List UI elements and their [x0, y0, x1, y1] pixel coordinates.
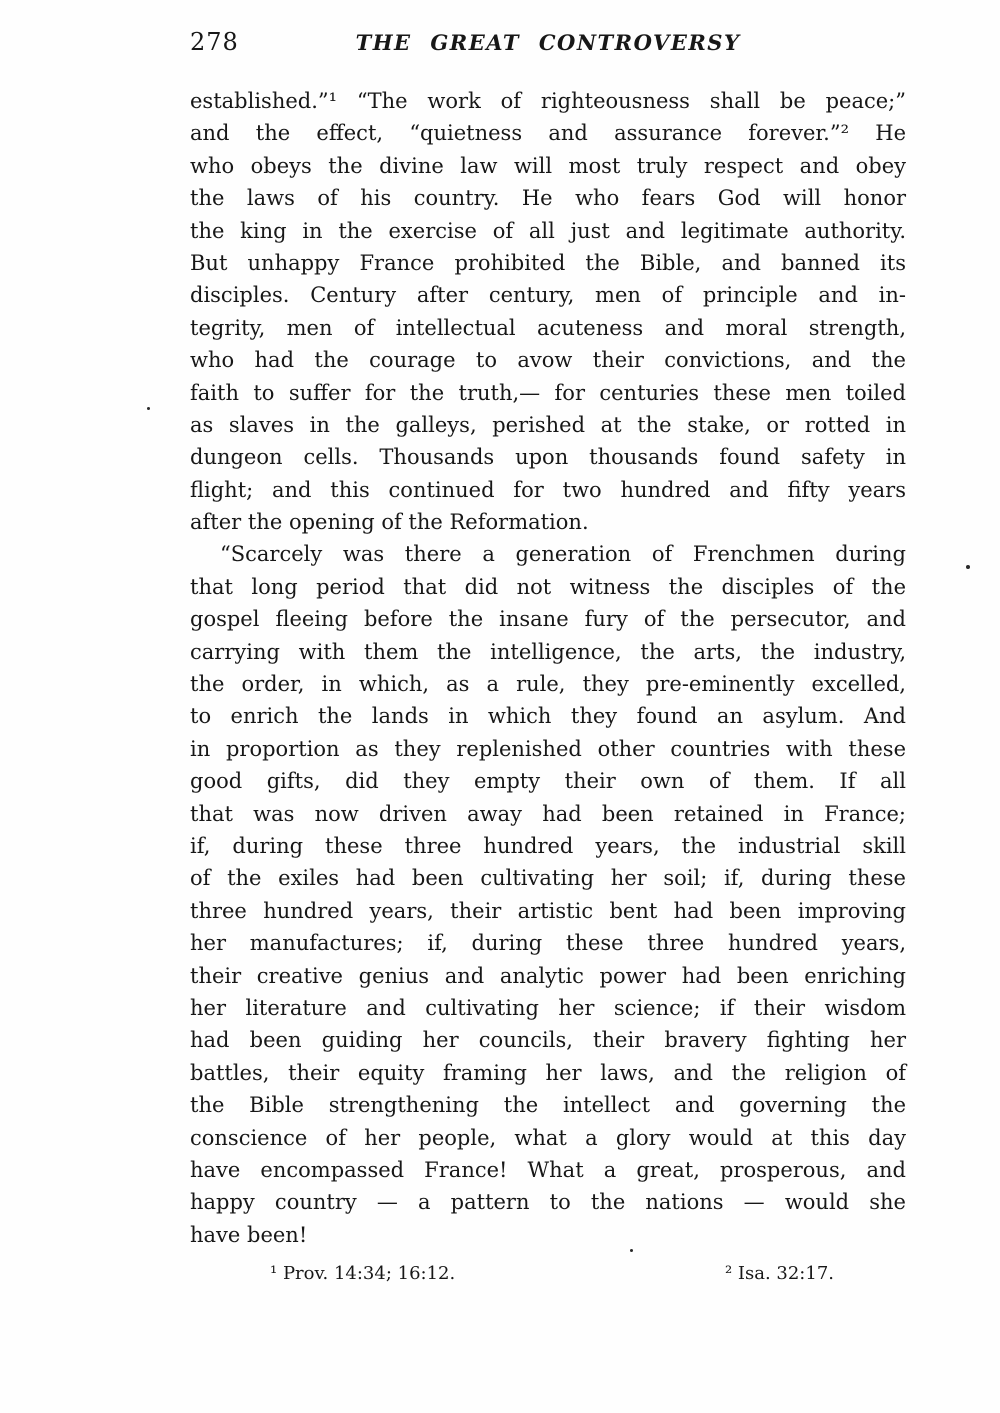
text-line: disciples. Century after century, men of principle and in- [190, 283, 906, 308]
text-line: in proportion as they replenished other countries with these [190, 736, 906, 761]
footnotes [190, 1263, 906, 1284]
page-body [190, 85, 906, 1251]
text-line: carrying with them the intelligence, the arts, the industry, [190, 639, 906, 664]
text-line: of the exiles had been cultivating her soil; if, during these [190, 866, 906, 891]
text-line: three hundred years, their artistic bent had been improving [190, 898, 906, 923]
page-number: 278 [190, 28, 239, 56]
text-line: the Bible strengthening the intellect and governing the [190, 1093, 906, 1118]
scan-speck [630, 1249, 633, 1252]
scan-speck [147, 407, 150, 410]
footnote-right: ² Isa. 32:17. [724, 1263, 834, 1285]
text-line: their creative genius and analytic power had been enriching [190, 963, 906, 988]
text-line: her manufactures; if, during these three hundred years, [190, 931, 906, 956]
text-line: gospel fleeing before the insane fury of the persecutor, and [190, 607, 906, 632]
text-line: the king in the exercise of all just and legitimate authority. [190, 218, 906, 243]
scan-speck [966, 565, 970, 569]
text-line: that was now driven away had been retained in France; [190, 801, 906, 826]
text-line: happy country — a pattern to the nations — would she [190, 1190, 906, 1215]
text-line: But unhappy France prohibited the Bible, and banned its [190, 250, 906, 275]
text-line: after the opening of the Reformation. [190, 510, 589, 535]
text-line: faith to suffer for the truth,— for centuries these men toiled [190, 380, 906, 405]
text-line: and the effect, “quietness and assurance forever.”² He [190, 121, 906, 146]
text-line: the laws of his country. He who fears God will honor [190, 186, 906, 211]
text-line: dungeon cells. Thousands upon thousands found safety in [190, 445, 906, 470]
running-title: THE GREAT CONTROVERSY [355, 30, 741, 55]
footnote-left: ¹ Prov. 14:34; 16:12. [270, 1263, 456, 1285]
text-line: the order, in which, as a rule, they pre-eminently excelled, [190, 672, 906, 697]
text-line: as slaves in the galleys, perished at the stake, or rotted in [190, 412, 906, 437]
text-line: if, during these three hundred years, the industrial skill [190, 833, 906, 858]
text-column [190, 28, 906, 1284]
text-line: established.”¹ “The work of righteousness shall be peace;” [190, 89, 906, 113]
text-line: have encompassed France! What a great, prosperous, and [190, 1157, 906, 1182]
page-header [190, 28, 906, 62]
text-line: battles, their equity framing her laws, and the religion of [190, 1060, 906, 1085]
text-line: have been! [190, 1222, 308, 1247]
text-line: to enrich the lands in which they found an asylum. And [190, 704, 906, 729]
text-line: “Scarcely was there a generation of Frenchmen during [220, 542, 906, 567]
text-line: had been guiding her councils, their bravery fighting her [190, 1028, 906, 1053]
text-line: her literature and cultivating her science; if their wisdom [190, 995, 906, 1020]
text-line: conscience of her people, what a glory would at this day [190, 1125, 906, 1150]
text-line: flight; and this continued for two hundred and fifty years [190, 477, 906, 502]
text-line: that long period that did not witness the disciples of the [190, 574, 906, 599]
text-line: tegrity, men of intellectual acuteness and moral strength, [190, 315, 906, 340]
text-line: good gifts, did they empty their own of them. If all [190, 769, 906, 794]
text-line: who had the courage to avow their convictions, and the [190, 348, 906, 373]
text-line: who obeys the divine law will most truly respect and obey [190, 153, 906, 178]
